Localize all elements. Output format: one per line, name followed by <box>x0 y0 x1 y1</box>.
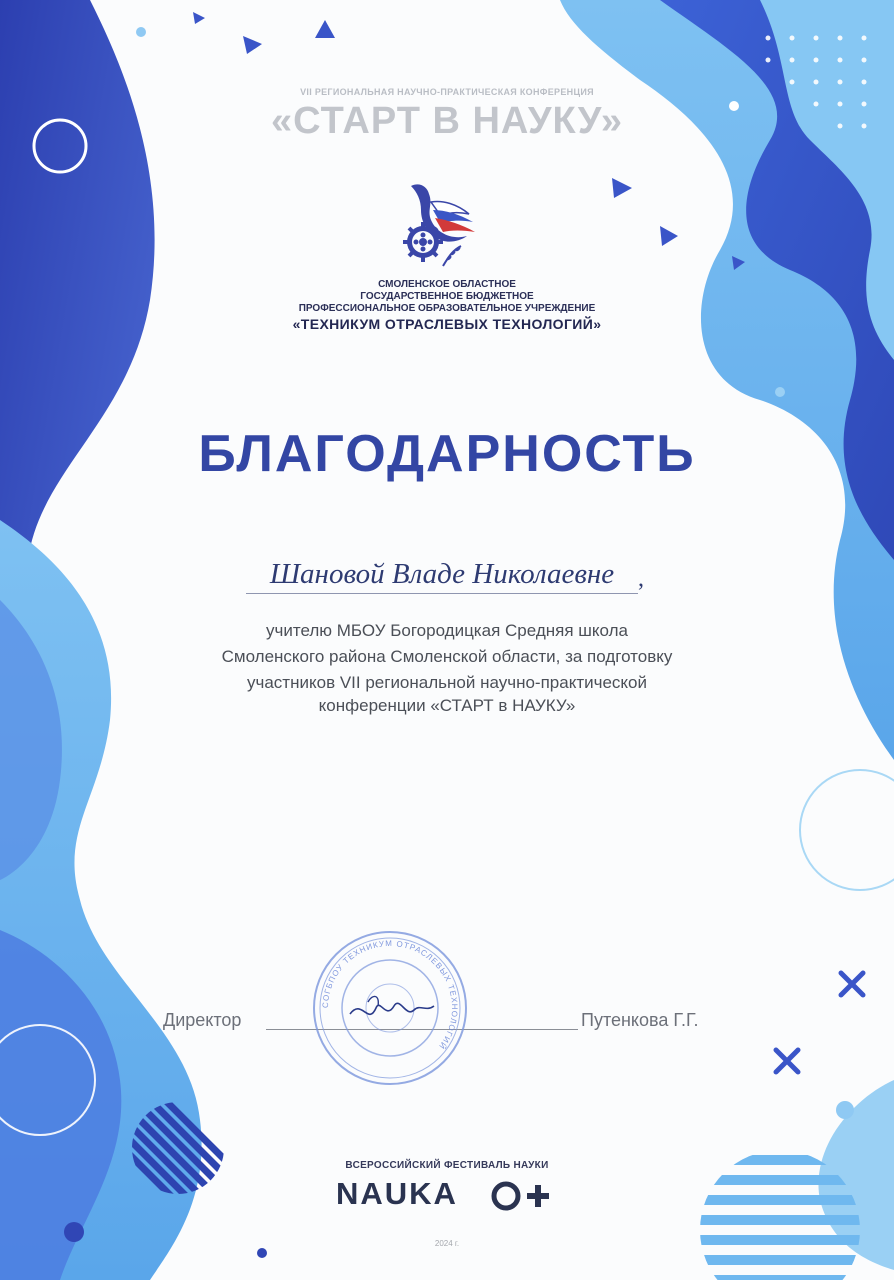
recipient-comma: , <box>638 566 644 592</box>
nauka-logo-icon <box>490 1180 554 1212</box>
dot-bottom-left-2 <box>257 1248 267 1258</box>
svg-text:СОГБПОУ ТЕХНИКУМ ОТРАСЛЕВЫХ ТЕ <box>321 939 459 1051</box>
signature-scribble <box>350 1003 434 1014</box>
org-name: «ТЕХНИКУМ ОТРАСЛЕВЫХ ТЕХНОЛОГИЙ» <box>292 316 602 332</box>
cross-2 <box>776 1050 798 1072</box>
org-line-3: ПРОФЕССИОНАЛЬНОЕ ОБРАЗОВАТЕЛЬНОЕ УЧРЕЖДЕНИЕ <box>298 303 596 314</box>
conference-title: «СТАРТ В НАУКУ» <box>270 100 624 142</box>
ring-right <box>800 770 894 890</box>
org-line-1: СМОЛЕНСКОЕ ОБЛАСТНОЕ <box>378 279 516 290</box>
conference-subtitle: VII РЕГИОНАЛЬНАЯ НАУЧНО-ПРАКТИЧЕСКАЯ КОНФЕРЕНЦИЯ <box>300 87 594 97</box>
dot-right <box>775 387 785 397</box>
nauka-brand: NAUKA <box>336 1176 458 1211</box>
official-stamp <box>310 928 470 1088</box>
body-line-1: учителю МБОУ Богородицкая Средняя школа <box>266 621 628 640</box>
body-line-3: участников VII региональной научно-практической <box>247 673 647 692</box>
technikum-emblem <box>397 180 483 270</box>
org-line-2: ГОСУДАРСТВЕННОЕ БЮДЖЕТНОЕ <box>360 291 534 302</box>
dot-top <box>136 27 146 37</box>
cross-1 <box>841 973 863 995</box>
dot-right-bottom <box>836 1101 854 1119</box>
body-line-4: конференции «СТАРТ в НАУКУ» <box>318 696 576 715</box>
recipient-name: Шановой Владе Николаевне <box>246 558 638 594</box>
stamp-text: СОГБПОУ ТЕХНИКУМ ОТРАСЛЕВЫХ ТЕХНОЛОГИЙ <box>320 938 460 1052</box>
signature-role: Директор <box>163 1010 242 1030</box>
document-title: БЛАГОДАРНОСТЬ <box>198 425 696 483</box>
signature-name: Путенкова Г.Г. <box>581 1010 699 1030</box>
body-line-2: Смоленского района Смоленской области, за подготовку <box>221 647 673 666</box>
year-label: 2024 г. <box>434 1239 460 1248</box>
festival-label: ВСЕРОССИЙСКИЙ ФЕСТИВАЛЬ НАУКИ <box>345 1160 549 1171</box>
